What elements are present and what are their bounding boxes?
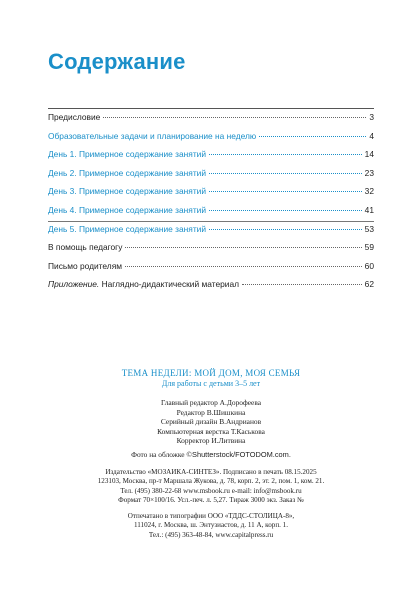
toc-entry-day-4[interactable] <box>48 205 374 222</box>
toc-entry-day-2[interactable] <box>48 168 374 185</box>
credit-line: Главный редактор А.Дорофеева <box>160 398 261 407</box>
toc-entry-appendix[interactable] <box>48 279 374 296</box>
table-of-contents <box>48 112 374 298</box>
imprint-block <box>48 368 374 540</box>
toc-appendix-prefix: Приложение. <box>48 279 100 290</box>
toc-entry-label: День 5. Примерное содержание занятий <box>48 223 207 234</box>
toc-leader-dots <box>209 191 362 192</box>
toc-entry-preface[interactable] <box>48 112 374 129</box>
toc-entry-page: 32 <box>364 186 374 197</box>
toc-entry-page: 62 <box>364 279 374 290</box>
printer-line: Отпечатано в типографии ООО «ТДДС-СТОЛИЦА-8», <box>127 512 295 521</box>
toc-leader-dots <box>125 247 361 248</box>
toc-entry-label: Предисловие <box>48 112 101 122</box>
toc-leader-dots <box>242 284 362 285</box>
toc-section-divider <box>48 221 374 222</box>
toc-entry-page: 4 <box>369 130 374 141</box>
page-title: Содержание <box>48 49 186 74</box>
book-subtitle: Для работы с детьми 3–5 лет <box>161 379 261 388</box>
toc-entry-page: 23 <box>364 167 374 178</box>
cover-photo-credit <box>48 450 374 460</box>
toc-appendix-title: Наглядно-дидактический материал <box>99 279 239 290</box>
cover-photo-prefix: Фото на обложке © <box>131 449 193 459</box>
credit-line: Компьютерная верстка Т.Каськова <box>157 426 265 436</box>
toc-leader-dots <box>209 173 362 174</box>
toc-entry-page: 53 <box>364 223 374 234</box>
toc-entry-label: Образовательные задачи и планирование на неделю <box>48 130 257 141</box>
publisher-line: 123103, Москва, пр-т Маршала Жукова, д. 78, корп. 2, эт. 2, пом. 1, ком. 21. <box>97 477 325 486</box>
toc-entry-page: 60 <box>364 260 374 271</box>
toc-leader-dots <box>103 117 366 118</box>
toc-entry-label <box>48 279 239 289</box>
printer-info <box>48 512 374 540</box>
toc-top-divider <box>48 108 374 109</box>
publisher-line: Издательство «МОЗАИКА-СИНТЕЗ». Подписано в печать 08.15.2025 <box>105 468 317 476</box>
toc-entry-day-5[interactable] <box>48 224 374 241</box>
toc-entry-label: В помощь педагогу <box>48 242 123 253</box>
toc-entry-day-3[interactable] <box>48 186 374 203</box>
cover-photo-source: Shutterstock/FOTODOM.com. <box>192 449 291 459</box>
editorial-credits <box>48 398 374 446</box>
toc-leader-dots <box>209 154 362 155</box>
toc-entry-label: День 3. Примерное содержание занятий <box>48 186 207 197</box>
publisher-line: Формат 70×100/16. Усл.-печ. л. 5,27. Тираж 3000 экз. Заказ № <box>118 495 304 504</box>
toc-entry-label: День 4. Примерное содержание занятий <box>48 204 207 215</box>
toc-leader-dots <box>209 229 362 230</box>
credit-line: Корректор И.Литвина <box>176 436 246 445</box>
toc-entry-page: 59 <box>364 242 374 253</box>
toc-entry-page: 14 <box>364 149 374 160</box>
printer-line: Тел.: (495) 363-48-84, www.capitalpress.ru <box>148 530 274 539</box>
toc-entry-teacher-help[interactable] <box>48 242 374 259</box>
toc-entry-day-1[interactable] <box>48 149 374 166</box>
publisher-info <box>48 468 374 505</box>
toc-entry-label: День 2. Примерное содержание занятий <box>48 167 207 178</box>
publisher-line: Тел. (495) 380-22-68 www.msbook.ru e-mail: info@msbook.ru <box>120 486 302 495</box>
credit-line: Редактор В.Шишкина <box>176 407 246 417</box>
book-title: ТЕМА НЕДЕЛИ: МОЙ ДОМ, МОЯ СЕМЬЯ <box>121 368 301 378</box>
credit-line: Серийный дизайн В.Андрианов <box>160 417 262 426</box>
toc-leader-dots <box>209 210 362 211</box>
toc-entry-planning[interactable] <box>48 131 374 148</box>
toc-leader-dots <box>125 266 362 267</box>
toc-entry-label: Письмо родителям <box>48 260 122 271</box>
printer-line: 111024, г. Москва, ш. Энтузиастов, д. 11 А, корп. 1. <box>133 521 289 530</box>
toc-entry-page: 3 <box>369 112 374 122</box>
toc-entry-parent-letter[interactable] <box>48 261 374 278</box>
toc-entry-page: 41 <box>364 204 374 215</box>
toc-entry-label: День 1. Примерное содержание занятий <box>48 149 207 160</box>
toc-leader-dots <box>259 136 366 137</box>
